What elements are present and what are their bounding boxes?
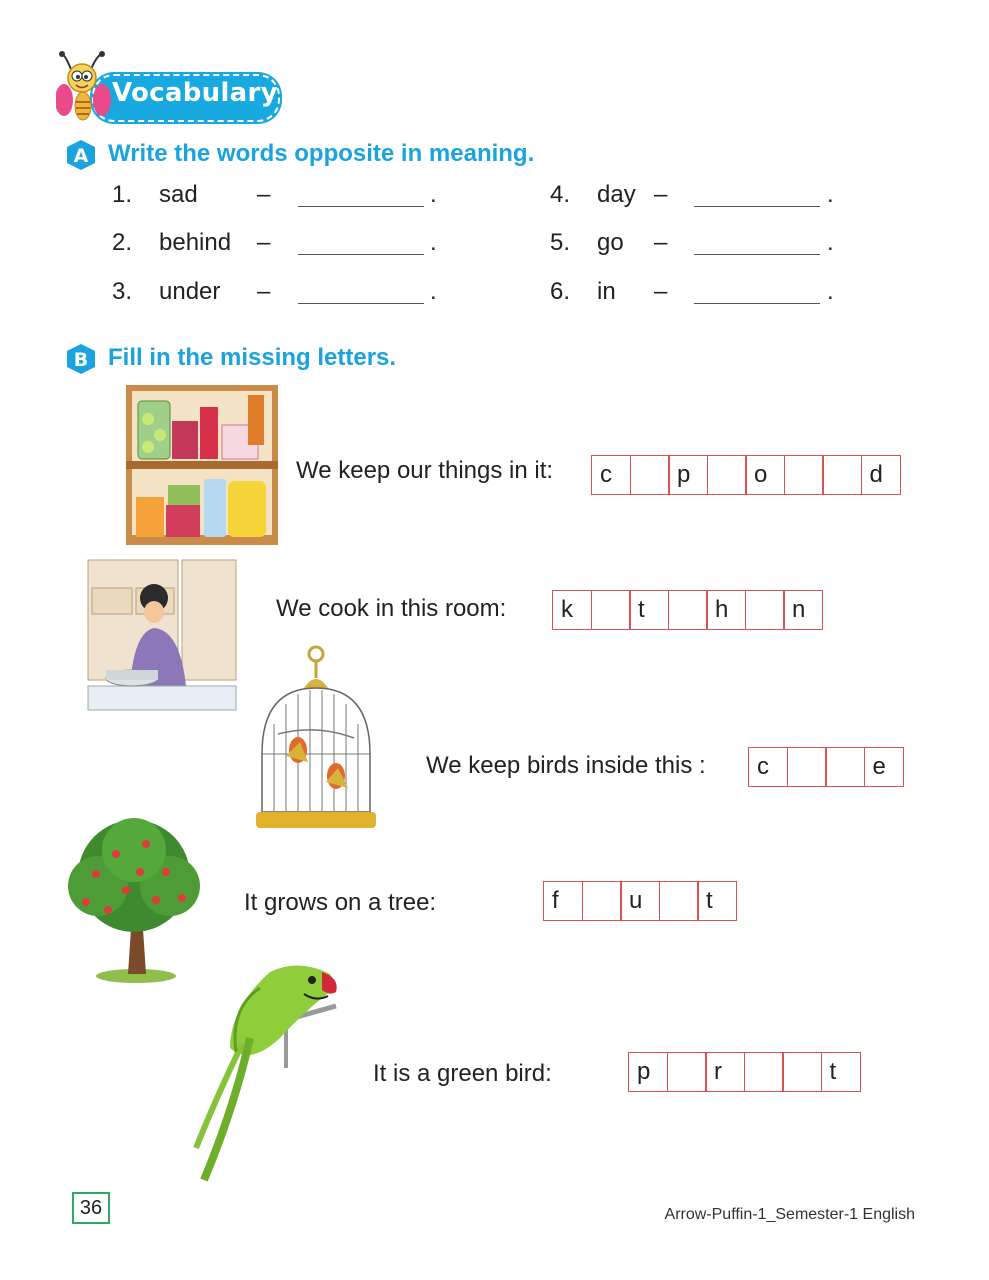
letter-box[interactable] bbox=[784, 455, 824, 495]
letter-box[interactable] bbox=[822, 455, 862, 495]
letter-box[interactable]: f bbox=[543, 881, 583, 921]
letter-boxes-fruit bbox=[543, 881, 737, 921]
letter-box[interactable]: t bbox=[821, 1052, 861, 1092]
page-number: 36 bbox=[72, 1192, 110, 1224]
item-dash: – bbox=[654, 181, 668, 208]
answer-blank[interactable] bbox=[694, 303, 820, 304]
item-dash: – bbox=[257, 278, 271, 305]
item-dash: – bbox=[257, 181, 271, 208]
letter-box[interactable]: c bbox=[748, 747, 788, 787]
item-number: 5. bbox=[550, 229, 571, 256]
letter-box[interactable] bbox=[582, 881, 622, 921]
butterfly-mascot-icon bbox=[56, 50, 112, 126]
letter-boxes-cupboard bbox=[591, 455, 901, 495]
letter-box[interactable] bbox=[825, 747, 865, 787]
letter-box[interactable]: e bbox=[864, 747, 904, 787]
letter-box[interactable] bbox=[782, 1052, 822, 1092]
answer-blank[interactable] bbox=[298, 303, 424, 304]
vocabulary-title: Vocabulary bbox=[112, 78, 278, 108]
letter-box[interactable]: r bbox=[705, 1052, 745, 1092]
birdcage-illustration bbox=[256, 644, 376, 830]
letter-box[interactable]: h bbox=[706, 590, 746, 630]
item-number: 2. bbox=[112, 229, 133, 256]
item-word: in bbox=[597, 278, 616, 305]
parrot-illustration bbox=[190, 958, 340, 1184]
letter-box[interactable]: t bbox=[629, 590, 669, 630]
letter-box[interactable]: d bbox=[861, 455, 901, 495]
item-word: day bbox=[597, 181, 636, 208]
cupboard-illustration bbox=[126, 385, 278, 545]
item-period: . bbox=[430, 229, 437, 256]
letter-boxes-kitchen bbox=[552, 590, 823, 630]
item-period: . bbox=[430, 181, 437, 208]
item-number: 6. bbox=[550, 278, 571, 305]
svg-text:A: A bbox=[73, 145, 89, 167]
letter-box[interactable] bbox=[667, 1052, 707, 1092]
item-word: under bbox=[159, 278, 221, 305]
answer-blank[interactable] bbox=[298, 206, 424, 207]
item-number: 3. bbox=[112, 278, 133, 305]
answer-blank[interactable] bbox=[694, 254, 820, 255]
letter-box[interactable] bbox=[591, 590, 631, 630]
item-period: . bbox=[430, 278, 437, 305]
section-a-badge-icon bbox=[64, 138, 98, 172]
prompt-kitchen: We cook in this room: bbox=[276, 595, 507, 622]
answer-blank[interactable] bbox=[298, 254, 424, 255]
apple-tree-illustration bbox=[56, 814, 210, 986]
svg-text:B: B bbox=[73, 349, 89, 371]
section-b-heading: Fill in the missing letters. bbox=[108, 344, 397, 371]
item-dash: – bbox=[257, 229, 271, 256]
item-word: behind bbox=[159, 229, 232, 256]
prompt-parrot: It is a green bird: bbox=[373, 1060, 552, 1087]
item-word: go bbox=[597, 229, 624, 256]
kitchen-cook-illustration bbox=[84, 558, 240, 718]
letter-boxes-parrot bbox=[628, 1052, 861, 1092]
prompt-fruit: It grows on a tree: bbox=[244, 889, 437, 916]
section-b-badge-icon bbox=[64, 342, 98, 376]
letter-boxes-cage bbox=[748, 747, 904, 787]
prompt-cupboard: We keep our things in it: bbox=[296, 457, 554, 484]
letter-box[interactable] bbox=[630, 455, 670, 495]
item-dash: – bbox=[654, 278, 668, 305]
item-word: sad bbox=[159, 181, 198, 208]
letter-box[interactable]: k bbox=[552, 590, 592, 630]
book-title-footer: Arrow-Puffin-1_Semester-1 English bbox=[664, 1206, 915, 1223]
letter-box[interactable]: c bbox=[591, 455, 631, 495]
item-period: . bbox=[827, 181, 834, 208]
item-period: . bbox=[827, 278, 834, 305]
item-number: 4. bbox=[550, 181, 571, 208]
item-dash: – bbox=[654, 229, 668, 256]
section-a-heading: Write the words opposite in meaning. bbox=[108, 140, 535, 167]
letter-box[interactable] bbox=[745, 590, 785, 630]
item-period: . bbox=[827, 229, 834, 256]
letter-box[interactable]: n bbox=[783, 590, 823, 630]
prompt-cage: We keep birds inside this : bbox=[426, 752, 706, 779]
letter-box[interactable]: u bbox=[620, 881, 660, 921]
letter-box[interactable]: o bbox=[745, 455, 785, 495]
letter-box[interactable] bbox=[744, 1052, 784, 1092]
letter-box[interactable] bbox=[668, 590, 708, 630]
answer-blank[interactable] bbox=[694, 206, 820, 207]
item-number: 1. bbox=[112, 181, 133, 208]
letter-box[interactable] bbox=[707, 455, 747, 495]
letter-box[interactable] bbox=[659, 881, 699, 921]
letter-box[interactable]: p bbox=[628, 1052, 668, 1092]
letter-box[interactable]: p bbox=[668, 455, 708, 495]
letter-box[interactable] bbox=[787, 747, 827, 787]
letter-box[interactable]: t bbox=[697, 881, 737, 921]
